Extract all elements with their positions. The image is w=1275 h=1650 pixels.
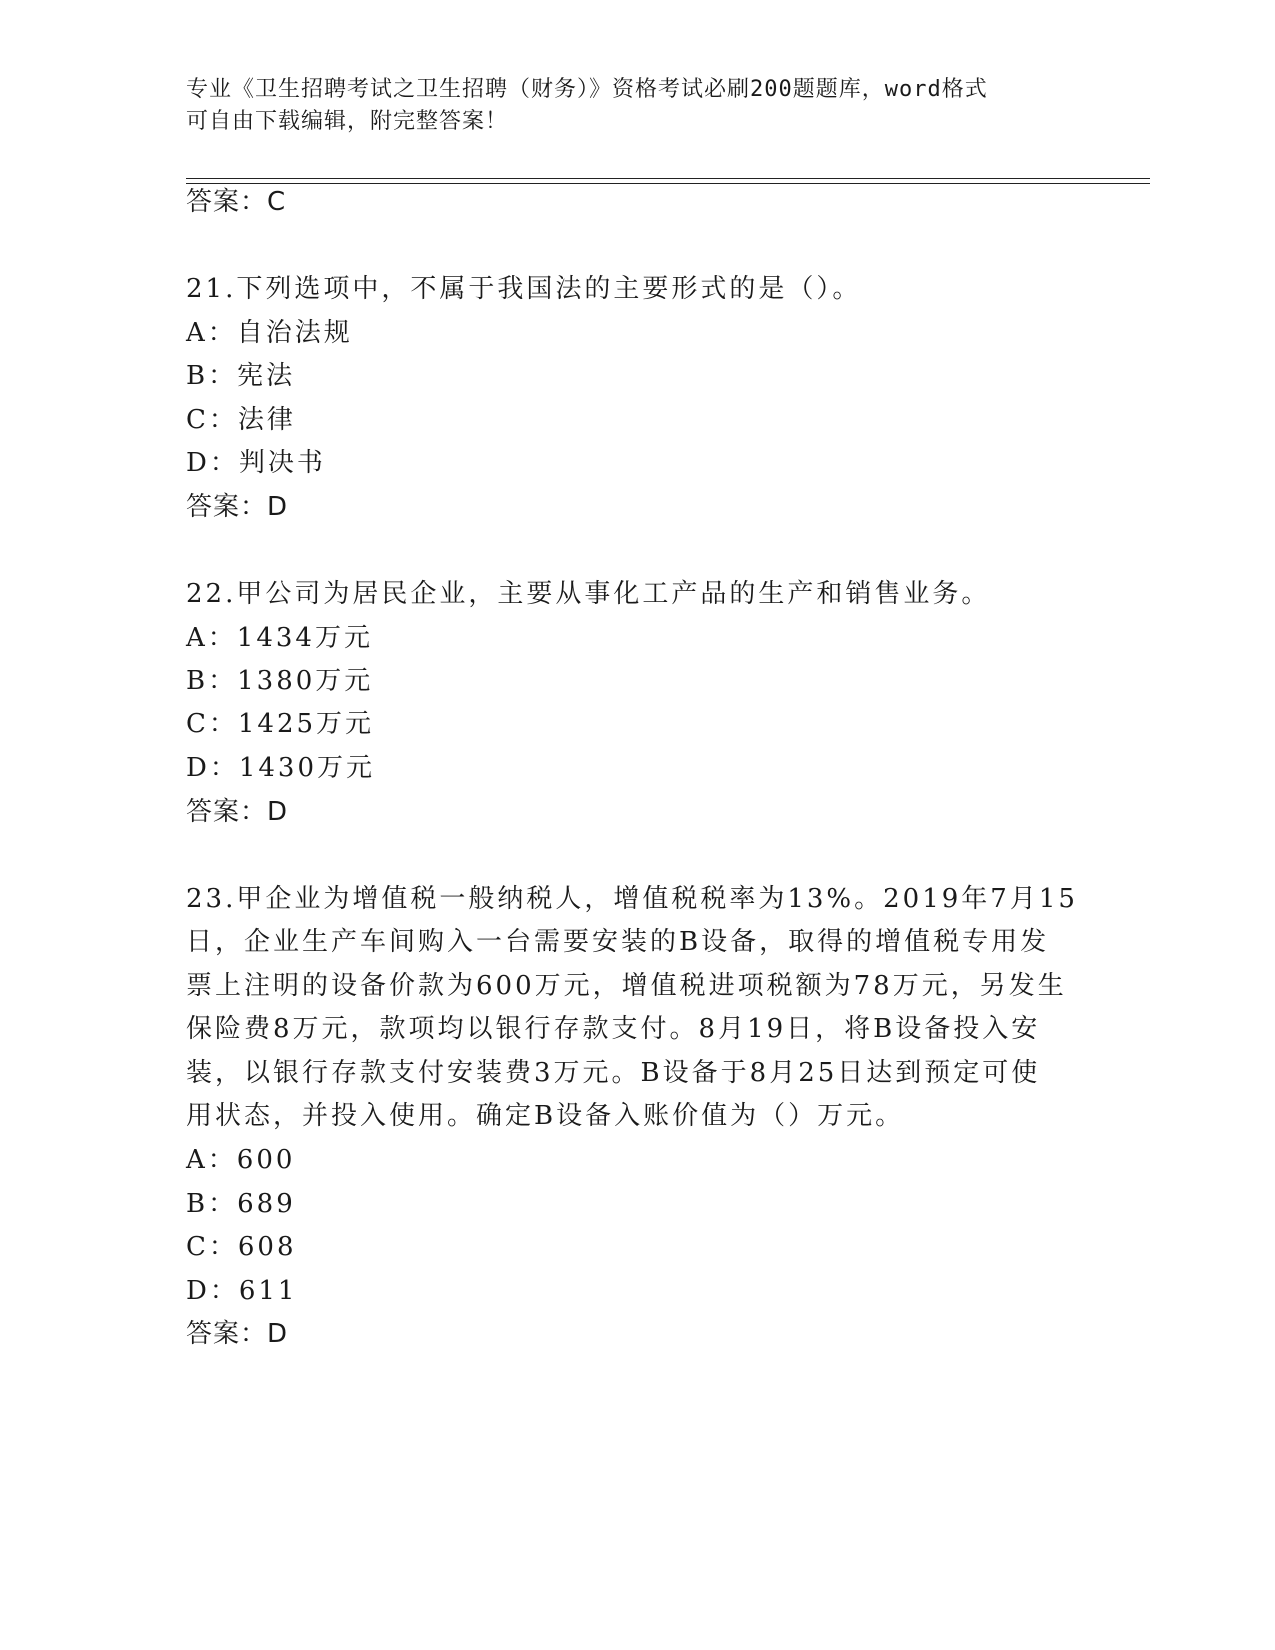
question-22-answer: 答案：D xyxy=(186,797,289,827)
previous-answer: 答案：C xyxy=(186,187,287,217)
header-divider xyxy=(186,178,1150,179)
question-21-stem: 21.下列选项中，不属于我国法的主要形式的是（）。 xyxy=(186,274,862,304)
question-23-stem-line: 用状态，并投入使用。确定B设备入账价值为（）万元。 xyxy=(186,1101,905,1131)
question-23-stem-line: 日，企业生产车间购入一台需要安装的B设备，取得的增值税专用发 xyxy=(186,927,1050,957)
question-22-stem: 22.甲公司为居民企业，主要从事化工产品的生产和销售业务。 xyxy=(186,579,991,609)
question-21-answer: 答案：D xyxy=(186,492,289,522)
question-23-stem-line: 装，以银行存款支付安装费3万元。B设备于8月25日达到预定可使 xyxy=(186,1058,1041,1088)
document-header xyxy=(186,74,1066,138)
question-21-option-b: B：宪法 xyxy=(186,361,296,391)
header-line-1: 专业《卫生招聘考试之卫生招聘（财务）》资格考试必刷200题题库，word格式 xyxy=(186,77,988,102)
question-23-option-a: A：600 xyxy=(186,1145,296,1175)
question-23-stem-line: 保险费8万元，款项均以银行存款支付。8月19日，将B设备投入安 xyxy=(186,1014,1041,1044)
question-23-stem-line: 23.甲企业为增值税一般纳税人，增值税税率为13%。2019年7月15 xyxy=(186,884,1078,914)
question-23-option-b: B：689 xyxy=(186,1189,296,1219)
question-23-option-d: D：611 xyxy=(186,1276,298,1306)
question-22-option-a: A：1434万元 xyxy=(186,623,373,653)
header-divider-secondary xyxy=(186,183,1150,184)
question-22-option-b: B：1380万元 xyxy=(186,666,374,696)
question-23-stem-line: 票上注明的设备价款为600万元，增值税进项税额为78万元，另发生 xyxy=(186,971,1067,1001)
header-line-2: 可自由下载编辑，附完整答案！ xyxy=(186,109,509,134)
question-22-option-d: D：1430万元 xyxy=(186,753,376,783)
question-21-option-a: A：自治法规 xyxy=(186,318,353,348)
question-23-answer: 答案：D xyxy=(186,1319,289,1349)
question-22-option-c: C：1425万元 xyxy=(186,709,375,739)
question-23-option-c: C：608 xyxy=(186,1232,297,1262)
question-21-option-c: C：法律 xyxy=(186,405,296,435)
question-21-option-d: D：判决书 xyxy=(186,448,326,478)
